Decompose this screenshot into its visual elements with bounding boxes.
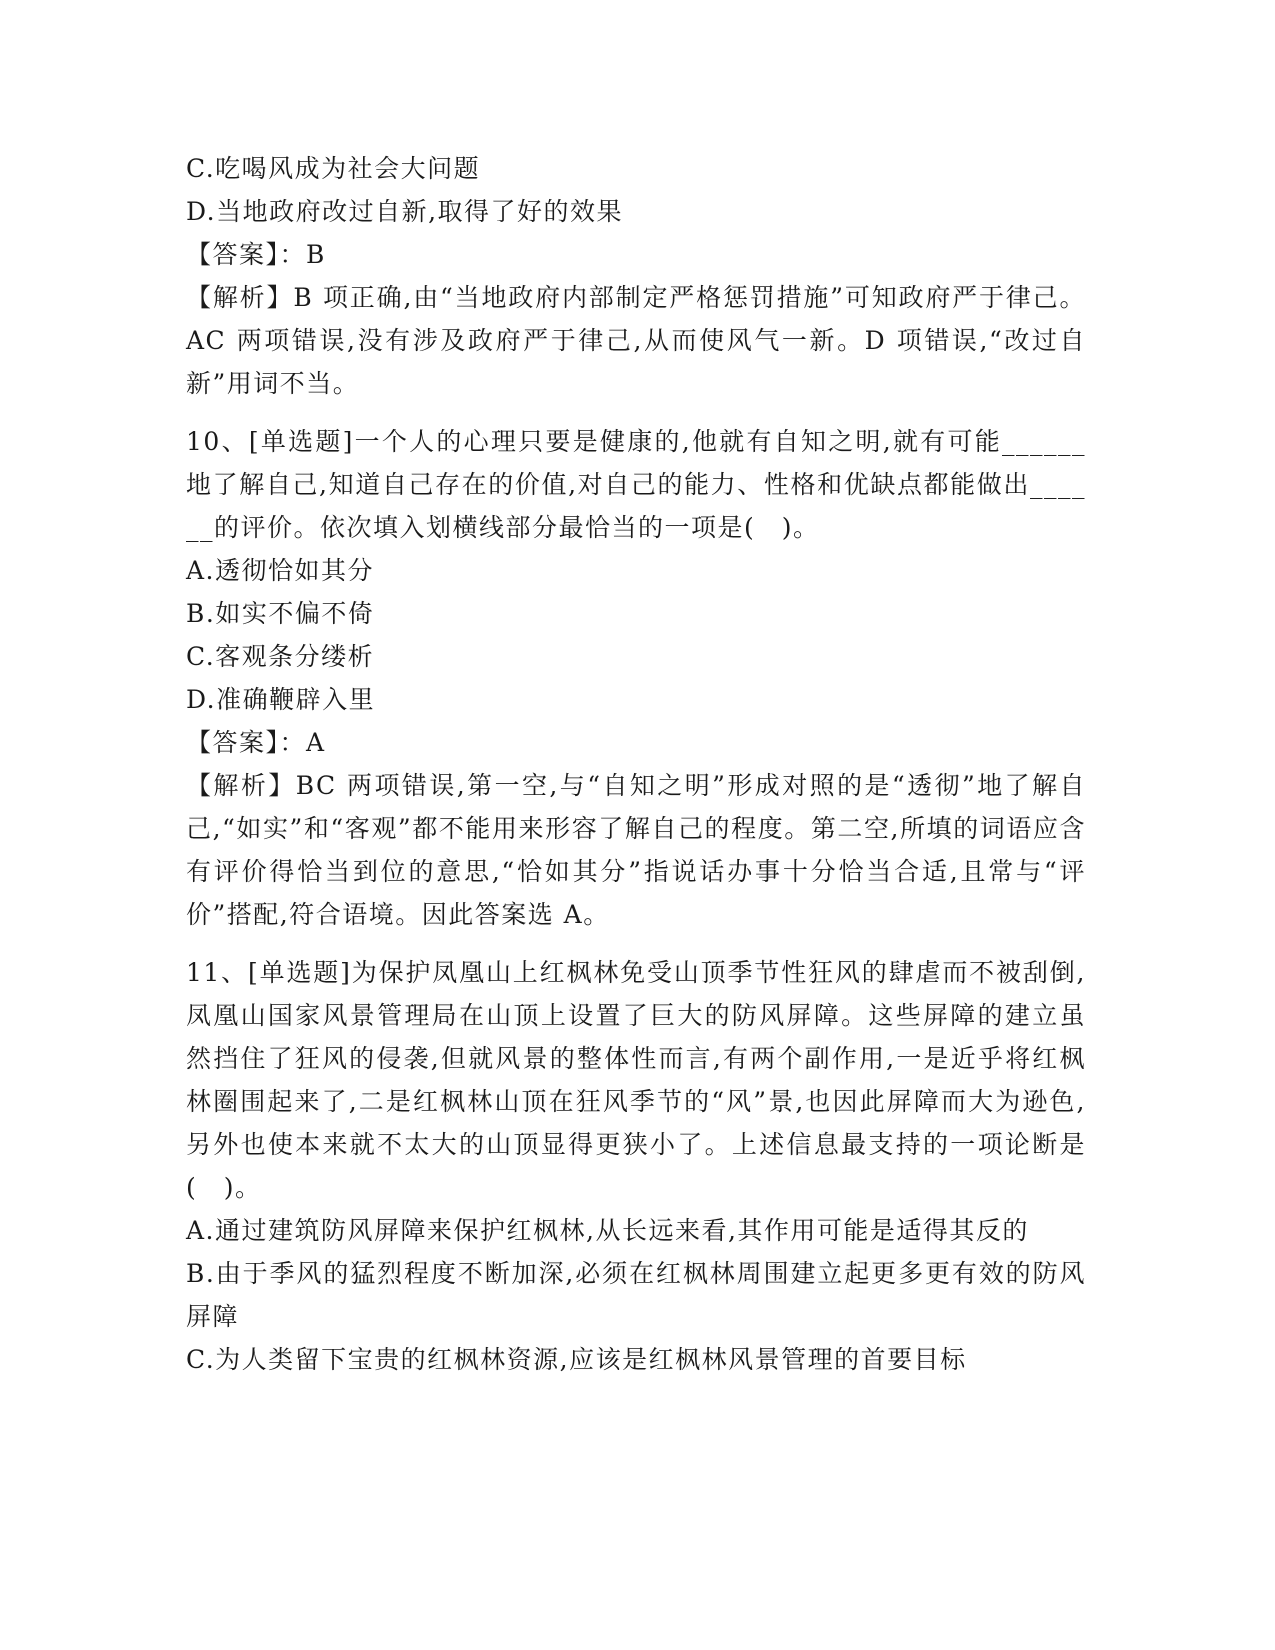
q11-option-a: A.通过建筑防风屏障来保护红枫林,从长远来看,其作用可能是适得其反的 xyxy=(186,1216,1029,1245)
q9-option-d: D.当地政府改过自新,取得了好的效果 xyxy=(186,197,624,226)
q10-answer: 【答案】：A xyxy=(186,728,326,757)
q10-option-a: A.透彻恰如其分 xyxy=(186,556,375,585)
spacer xyxy=(186,405,1086,420)
q10-question: 10、[单选题]一个人的心理只要是健康的,他就有自知之明,就有可能______地了解自己,知道自己存在的价值,对自己的能力、性格和优缺点都能做出______的评价。依次填入划横线部分最恰当的一项是( )。 xyxy=(186,427,1086,542)
q10-option-c: C.客观条分缕析 xyxy=(186,642,375,671)
q9-option-c: C.吃喝风成为社会大问题 xyxy=(186,154,481,183)
q10-analysis: 【解析】BC 两项错误,第一空,与“自知之明”形成对照的是“透彻”地了解自己,“如实”和“客观”都不能用来形容了解自己的程度。第二空,所填的词语应含有评价得恰当到位的意思,“恰如其分”指说话办事十分恰当合适,且常与“评价”搭配,符合语境。因此答案选 A。 xyxy=(186,771,1086,929)
spacer xyxy=(186,936,1086,951)
q9-answer: 【答案】：B xyxy=(186,240,326,269)
document-content xyxy=(186,147,1086,1381)
q11-question: 11、[单选题]为保护凤凰山上红枫林免受山顶季节性狂风的肆虐而不被刮倒,凤凰山国家风景管理局在山顶上设置了巨大的防风屏障。这些屏障的建立虽然挡住了狂风的侵袭,但就风景的整体性而言,有两个副作用,一是近乎将红枫林圈围起来了,二是红枫林山顶在狂风季节的“风”景,也因此屏障而大为逊色,另外也使本来就不太大的山顶显得更狭小了。上述信息最支持的一项论断是( )。 xyxy=(186,958,1086,1202)
q10-option-d: D.准确鞭辟入里 xyxy=(186,685,376,714)
q11-option-b: B.由于季风的猛烈程度不断加深,必须在红枫林周围建立起更多更有效的防风屏障 xyxy=(186,1259,1086,1331)
q9-analysis: 【解析】B 项正确,由“当地政府内部制定严格惩罚措施”可知政府严于律己。AC 两项错误,没有涉及政府严于律己,从而使风气一新。D 项错误,“改过自新”用词不当。 xyxy=(186,283,1086,398)
q10-option-b: B.如实不偏不倚 xyxy=(186,599,375,628)
q11-option-c: C.为人类留下宝贵的红枫林资源,应该是红枫林风景管理的首要目标 xyxy=(186,1345,967,1374)
